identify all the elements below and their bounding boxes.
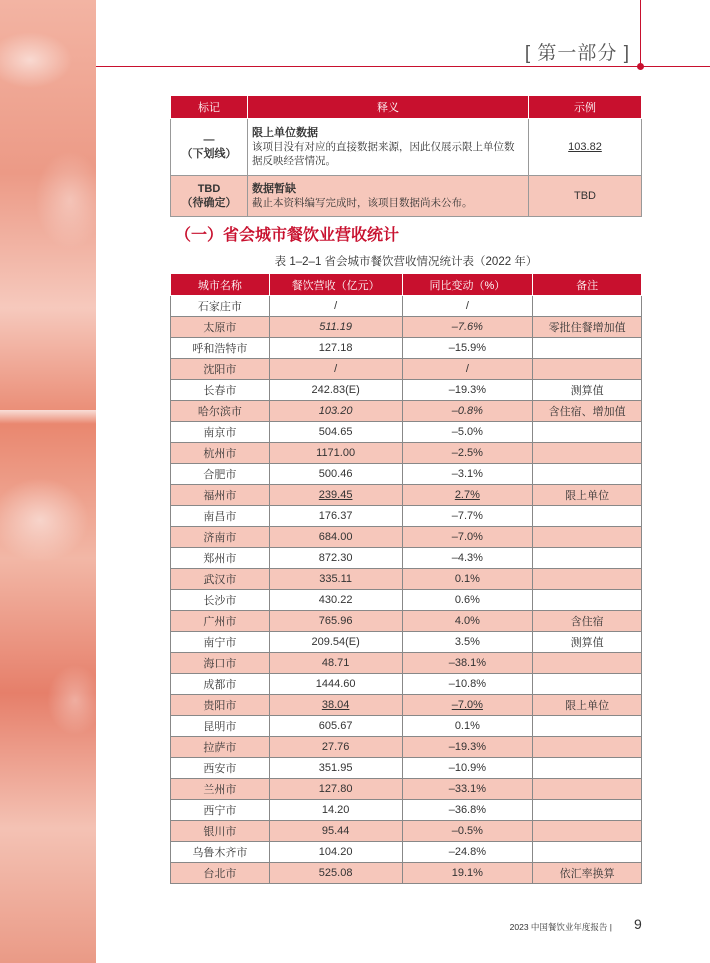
cell-note <box>533 695 642 716</box>
cell-change <box>402 611 533 632</box>
table-row <box>171 737 642 758</box>
cell-revenue-text: 103.20 <box>318 405 353 417</box>
header-rule <box>96 66 710 67</box>
cell-note <box>533 821 642 842</box>
cell-revenue <box>269 590 402 611</box>
cell-revenue <box>269 632 402 653</box>
cell-revenue-text: 765.96 <box>318 615 353 627</box>
cell-revenue <box>269 653 402 674</box>
cell-revenue-text: 38.04 <box>321 699 350 711</box>
cell-change <box>402 674 533 695</box>
cell-change-text: 3.5% <box>454 636 480 648</box>
col-header-city: 城市名称 <box>171 274 270 296</box>
cell-city-text: 长沙市 <box>203 595 237 607</box>
cell-revenue-text: / <box>334 300 338 312</box>
table-caption: 表 1–2–1 省会城市餐饮营收情况统计表（2022 年） <box>274 256 538 268</box>
cell-city-text: 福州市 <box>203 490 237 502</box>
cell-change <box>402 821 533 842</box>
cell-change-text: –4.3% <box>451 552 483 564</box>
photo-divider <box>0 410 96 424</box>
cell-change-text: –5.0% <box>451 426 483 438</box>
legend-mark-label: （下划线） <box>181 148 237 160</box>
cell-change <box>402 632 533 653</box>
table-row <box>171 401 642 422</box>
legend-example <box>529 119 642 176</box>
cell-revenue-text: 14.20 <box>321 804 350 816</box>
cell-revenue <box>269 569 402 590</box>
cell-city <box>171 359 270 380</box>
cell-change <box>402 506 533 527</box>
legend-example-value: 103.82 <box>568 141 602 153</box>
cell-revenue <box>269 506 402 527</box>
cell-city-text: 长春市 <box>203 385 237 397</box>
cell-change <box>402 695 533 716</box>
cell-city <box>171 527 270 548</box>
cell-city <box>171 695 270 716</box>
cell-city <box>171 632 270 653</box>
cell-revenue <box>269 296 402 317</box>
cell-city <box>171 716 270 737</box>
cell-revenue-text: 684.00 <box>318 531 353 543</box>
table-row <box>171 632 642 653</box>
cell-change <box>402 863 533 884</box>
table-row <box>171 863 642 884</box>
table-row <box>171 338 642 359</box>
cell-change-text: –24.8% <box>448 846 487 858</box>
cell-revenue-text: 239.45 <box>318 489 353 501</box>
cell-change-text: 4.0% <box>454 615 480 627</box>
cell-city <box>171 611 270 632</box>
table-row <box>171 317 642 338</box>
cell-city-text: 西宁市 <box>203 805 237 817</box>
cell-revenue <box>269 380 402 401</box>
cell-change <box>402 485 533 506</box>
cell-city-text: 石家庄市 <box>197 301 242 313</box>
cell-revenue-text: 95.44 <box>321 825 350 837</box>
legend-mark-label: （待确定） <box>181 197 237 209</box>
legend-mark-symbol: TBD <box>197 183 221 195</box>
cell-change-text: –0.8% <box>451 405 483 417</box>
cell-change-text: –2.5% <box>451 447 483 459</box>
cell-city-text: 海口市 <box>203 658 237 670</box>
cell-note <box>533 842 642 863</box>
cell-city <box>171 380 270 401</box>
legend-desc-title: 数据暂缺 <box>252 183 296 195</box>
footer-text: 2023 中国餐饮业年度报告 | <box>509 922 612 932</box>
cell-revenue <box>269 800 402 821</box>
cell-revenue <box>269 716 402 737</box>
cell-change <box>402 380 533 401</box>
cell-note <box>533 464 642 485</box>
legend-desc-title: 限上单位数据 <box>252 127 318 139</box>
legend-mark-symbol: — <box>203 134 215 146</box>
table-row <box>171 548 642 569</box>
table-row <box>171 527 642 548</box>
cell-change-text: 0.6% <box>454 594 480 606</box>
cell-revenue-text: 500.46 <box>318 468 353 480</box>
cell-city-text: 贵阳市 <box>203 700 237 712</box>
cell-note <box>533 674 642 695</box>
cell-change-text: –19.3% <box>448 741 487 753</box>
table-row <box>171 611 642 632</box>
cell-change-text: –7.0% <box>451 531 483 543</box>
cell-city <box>171 506 270 527</box>
table-row <box>171 380 642 401</box>
table-row <box>171 485 642 506</box>
cell-change-text: 2.7% <box>454 489 480 501</box>
cell-city <box>171 296 270 317</box>
cell-city-text: 杭州市 <box>203 448 237 460</box>
table-row <box>171 695 642 716</box>
cell-city-text: 哈尔滨市 <box>197 406 242 418</box>
cell-revenue-text: 525.08 <box>318 867 353 879</box>
table-row <box>171 842 642 863</box>
table-row <box>171 464 642 485</box>
table-row <box>171 590 642 611</box>
cell-city-text: 南京市 <box>203 427 237 439</box>
legend-header-example: 示例 <box>529 96 642 119</box>
cell-note <box>533 401 642 422</box>
cell-revenue-text: 127.18 <box>318 342 353 354</box>
cell-city-text: 济南市 <box>203 532 237 544</box>
cell-revenue <box>269 464 402 485</box>
cell-revenue-text: 511.19 <box>319 321 353 333</box>
legend-row <box>171 119 642 176</box>
cell-change <box>402 653 533 674</box>
cell-city <box>171 338 270 359</box>
cell-city <box>171 548 270 569</box>
legend-desc-text: 该项目没有对应的直接数据来源，因此仅展示限上单位数据反映经营情况。 <box>252 141 515 167</box>
cell-change <box>402 737 533 758</box>
cell-change-text: –38.1% <box>448 657 487 669</box>
table-row <box>171 716 642 737</box>
cell-city-text: 成都市 <box>203 679 237 691</box>
cell-city-text: 银川市 <box>203 826 237 838</box>
cell-change-text: –10.9% <box>448 762 487 774</box>
cell-revenue <box>269 695 402 716</box>
cell-change <box>402 464 533 485</box>
cell-revenue <box>269 548 402 569</box>
table-row <box>171 569 642 590</box>
cell-city <box>171 737 270 758</box>
legend-row <box>171 176 642 217</box>
table-row <box>171 296 642 317</box>
cell-note <box>533 338 642 359</box>
page-number: 9 <box>634 916 642 932</box>
cell-note <box>533 590 642 611</box>
cell-change-text: –15.9% <box>448 342 487 354</box>
cell-note <box>533 485 642 506</box>
cell-note <box>533 569 642 590</box>
cell-change <box>402 590 533 611</box>
cell-city <box>171 779 270 800</box>
cell-note <box>533 506 642 527</box>
cell-revenue-text: 605.67 <box>318 720 353 732</box>
cell-change <box>402 800 533 821</box>
cell-city <box>171 422 270 443</box>
cell-city <box>171 485 270 506</box>
cell-revenue-text: 104.20 <box>318 846 353 858</box>
cell-revenue-text: 504.65 <box>318 426 353 438</box>
cell-change-text: 19.1% <box>451 867 483 879</box>
cell-change-text: –0.5% <box>451 825 483 837</box>
cell-city <box>171 758 270 779</box>
cell-note <box>533 296 642 317</box>
table-row <box>171 674 642 695</box>
cell-revenue-text: 242.83(E) <box>311 384 360 396</box>
legend-header-desc: 释义 <box>248 96 529 119</box>
section-badge: [ 第一部分 ] <box>524 43 630 64</box>
cell-revenue <box>269 359 402 380</box>
legend-example <box>529 176 642 217</box>
cell-revenue <box>269 338 402 359</box>
legend-desc-text: 截止本资料编写完成时，该项目数据尚未公布。 <box>252 197 473 209</box>
cell-revenue-text: 1171.00 <box>316 447 356 459</box>
cell-note <box>533 380 642 401</box>
cell-change <box>402 716 533 737</box>
cell-revenue <box>269 842 402 863</box>
table-row <box>171 800 642 821</box>
col-header-note: 备注 <box>533 274 642 296</box>
legend-desc <box>248 119 529 176</box>
cell-change <box>402 779 533 800</box>
cell-change <box>402 422 533 443</box>
cell-revenue <box>269 863 402 884</box>
cell-change <box>402 317 533 338</box>
cell-note <box>533 716 642 737</box>
legend-mark <box>171 119 248 176</box>
cell-city-text: 太原市 <box>203 322 237 334</box>
cell-revenue-text: 335.11 <box>319 573 353 585</box>
cell-city-text: 郑州市 <box>203 553 237 565</box>
cell-revenue <box>269 422 402 443</box>
legend-header-mark: 标记 <box>171 96 248 119</box>
cell-change-text: –10.8% <box>448 678 487 690</box>
col-header-revenue: 餐饮营收（亿元） <box>269 274 402 296</box>
cell-note-text: 含住宿 <box>570 616 604 628</box>
cell-revenue <box>269 401 402 422</box>
cell-revenue <box>269 443 402 464</box>
cell-change <box>402 359 533 380</box>
cell-change-text: –7.7% <box>451 510 483 522</box>
cell-note <box>533 359 642 380</box>
cell-note <box>533 800 642 821</box>
cell-note <box>533 632 642 653</box>
cell-note <box>533 653 642 674</box>
cell-revenue <box>269 674 402 695</box>
cell-note-text: 限上单位 <box>565 490 610 502</box>
cell-revenue <box>269 611 402 632</box>
cell-change <box>402 842 533 863</box>
header-vertical-rule <box>640 0 641 67</box>
revenue-table-body <box>171 296 642 884</box>
cell-city-text: 南昌市 <box>203 511 237 523</box>
cell-revenue-text: 127.80 <box>318 783 353 795</box>
cell-revenue-text: 48.71 <box>321 657 350 669</box>
cell-city-text: 兰州市 <box>203 784 237 796</box>
cell-change <box>402 401 533 422</box>
cell-revenue-text: 27.76 <box>321 741 350 753</box>
cell-city <box>171 443 270 464</box>
legend-example-value: TBD <box>574 190 596 202</box>
cell-city-text: 合肥市 <box>203 469 237 481</box>
cell-revenue <box>269 779 402 800</box>
header-dot <box>637 63 644 70</box>
table-row <box>171 359 642 380</box>
cell-city <box>171 590 270 611</box>
cell-change-text: 0.1% <box>454 720 480 732</box>
cell-change <box>402 296 533 317</box>
cell-change <box>402 569 533 590</box>
cell-change-text: –36.8% <box>448 804 487 816</box>
cell-note <box>533 758 642 779</box>
cell-revenue-text: / <box>334 363 338 375</box>
table-row <box>171 779 642 800</box>
cell-city <box>171 821 270 842</box>
cell-city <box>171 842 270 863</box>
cell-note <box>533 737 642 758</box>
cell-city <box>171 653 270 674</box>
cell-city-text: 南宁市 <box>203 637 237 649</box>
cell-city-text: 昆明市 <box>203 721 237 733</box>
cell-change-text: –7.0% <box>451 699 483 711</box>
table-row <box>171 443 642 464</box>
cell-note <box>533 317 642 338</box>
cell-revenue <box>269 317 402 338</box>
cell-revenue <box>269 758 402 779</box>
cell-city <box>171 464 270 485</box>
cell-note <box>533 443 642 464</box>
cell-change-text: 0.1% <box>454 573 480 585</box>
col-header-change: 同比变动（%） <box>402 274 533 296</box>
table-row <box>171 821 642 842</box>
cell-city-text: 武汉市 <box>203 574 237 586</box>
cell-city-text: 广州市 <box>203 616 237 628</box>
cell-city <box>171 401 270 422</box>
cell-city-text: 乌鲁木齐市 <box>192 847 248 859</box>
cell-note-text: 依汇率换算 <box>559 868 615 880</box>
revenue-table <box>170 273 642 884</box>
cell-city-text: 呼和浩特市 <box>192 343 248 355</box>
cell-city-text: 台北市 <box>203 868 237 880</box>
cell-revenue-text: 351.95 <box>318 762 353 774</box>
cell-change-text: –7.6% <box>451 321 483 333</box>
cell-revenue <box>269 821 402 842</box>
table-row <box>171 758 642 779</box>
cell-change <box>402 338 533 359</box>
cell-city <box>171 569 270 590</box>
cell-change-text: –33.1% <box>448 783 487 795</box>
cell-note <box>533 611 642 632</box>
cell-note-text: 含住宿、增加值 <box>548 406 626 418</box>
legend-table <box>170 95 642 217</box>
cell-note <box>533 863 642 884</box>
legend-mark <box>171 176 248 217</box>
cell-change-text: / <box>465 300 469 312</box>
cell-revenue-text: 430.22 <box>318 594 353 606</box>
cell-city-text: 拉萨市 <box>203 742 237 754</box>
cell-change <box>402 548 533 569</box>
table-row <box>171 422 642 443</box>
cell-change-text: –19.3% <box>448 384 487 396</box>
cell-revenue-text: 1444.60 <box>315 678 356 690</box>
cell-revenue-text: 872.30 <box>318 552 353 564</box>
cell-change <box>402 758 533 779</box>
cell-change-text: / <box>465 363 469 375</box>
cell-city <box>171 800 270 821</box>
legend-desc <box>248 176 529 217</box>
cell-note-text: 限上单位 <box>565 700 610 712</box>
cell-change-text: –3.1% <box>451 468 483 480</box>
cell-revenue <box>269 527 402 548</box>
cell-note-text: 零批住餐增加值 <box>548 322 626 334</box>
cell-city <box>171 863 270 884</box>
cell-revenue-text: 209.54(E) <box>311 636 360 648</box>
cell-note <box>533 527 642 548</box>
section-title: （一）省会城市餐饮业营收统计 <box>175 227 400 244</box>
cell-change <box>402 443 533 464</box>
table-row <box>171 506 642 527</box>
cell-note <box>533 548 642 569</box>
cell-city <box>171 674 270 695</box>
table-row <box>171 653 642 674</box>
cell-note-text: 测算值 <box>570 385 604 397</box>
cell-change <box>402 527 533 548</box>
cell-note-text: 测算值 <box>570 637 604 649</box>
cell-revenue <box>269 485 402 506</box>
cell-note <box>533 779 642 800</box>
cell-note <box>533 422 642 443</box>
side-photo <box>0 0 96 963</box>
cell-city <box>171 317 270 338</box>
cell-city-text: 沈阳市 <box>203 364 237 376</box>
cell-revenue-text: 176.37 <box>318 510 353 522</box>
cell-revenue <box>269 737 402 758</box>
cell-city-text: 西安市 <box>203 763 237 775</box>
